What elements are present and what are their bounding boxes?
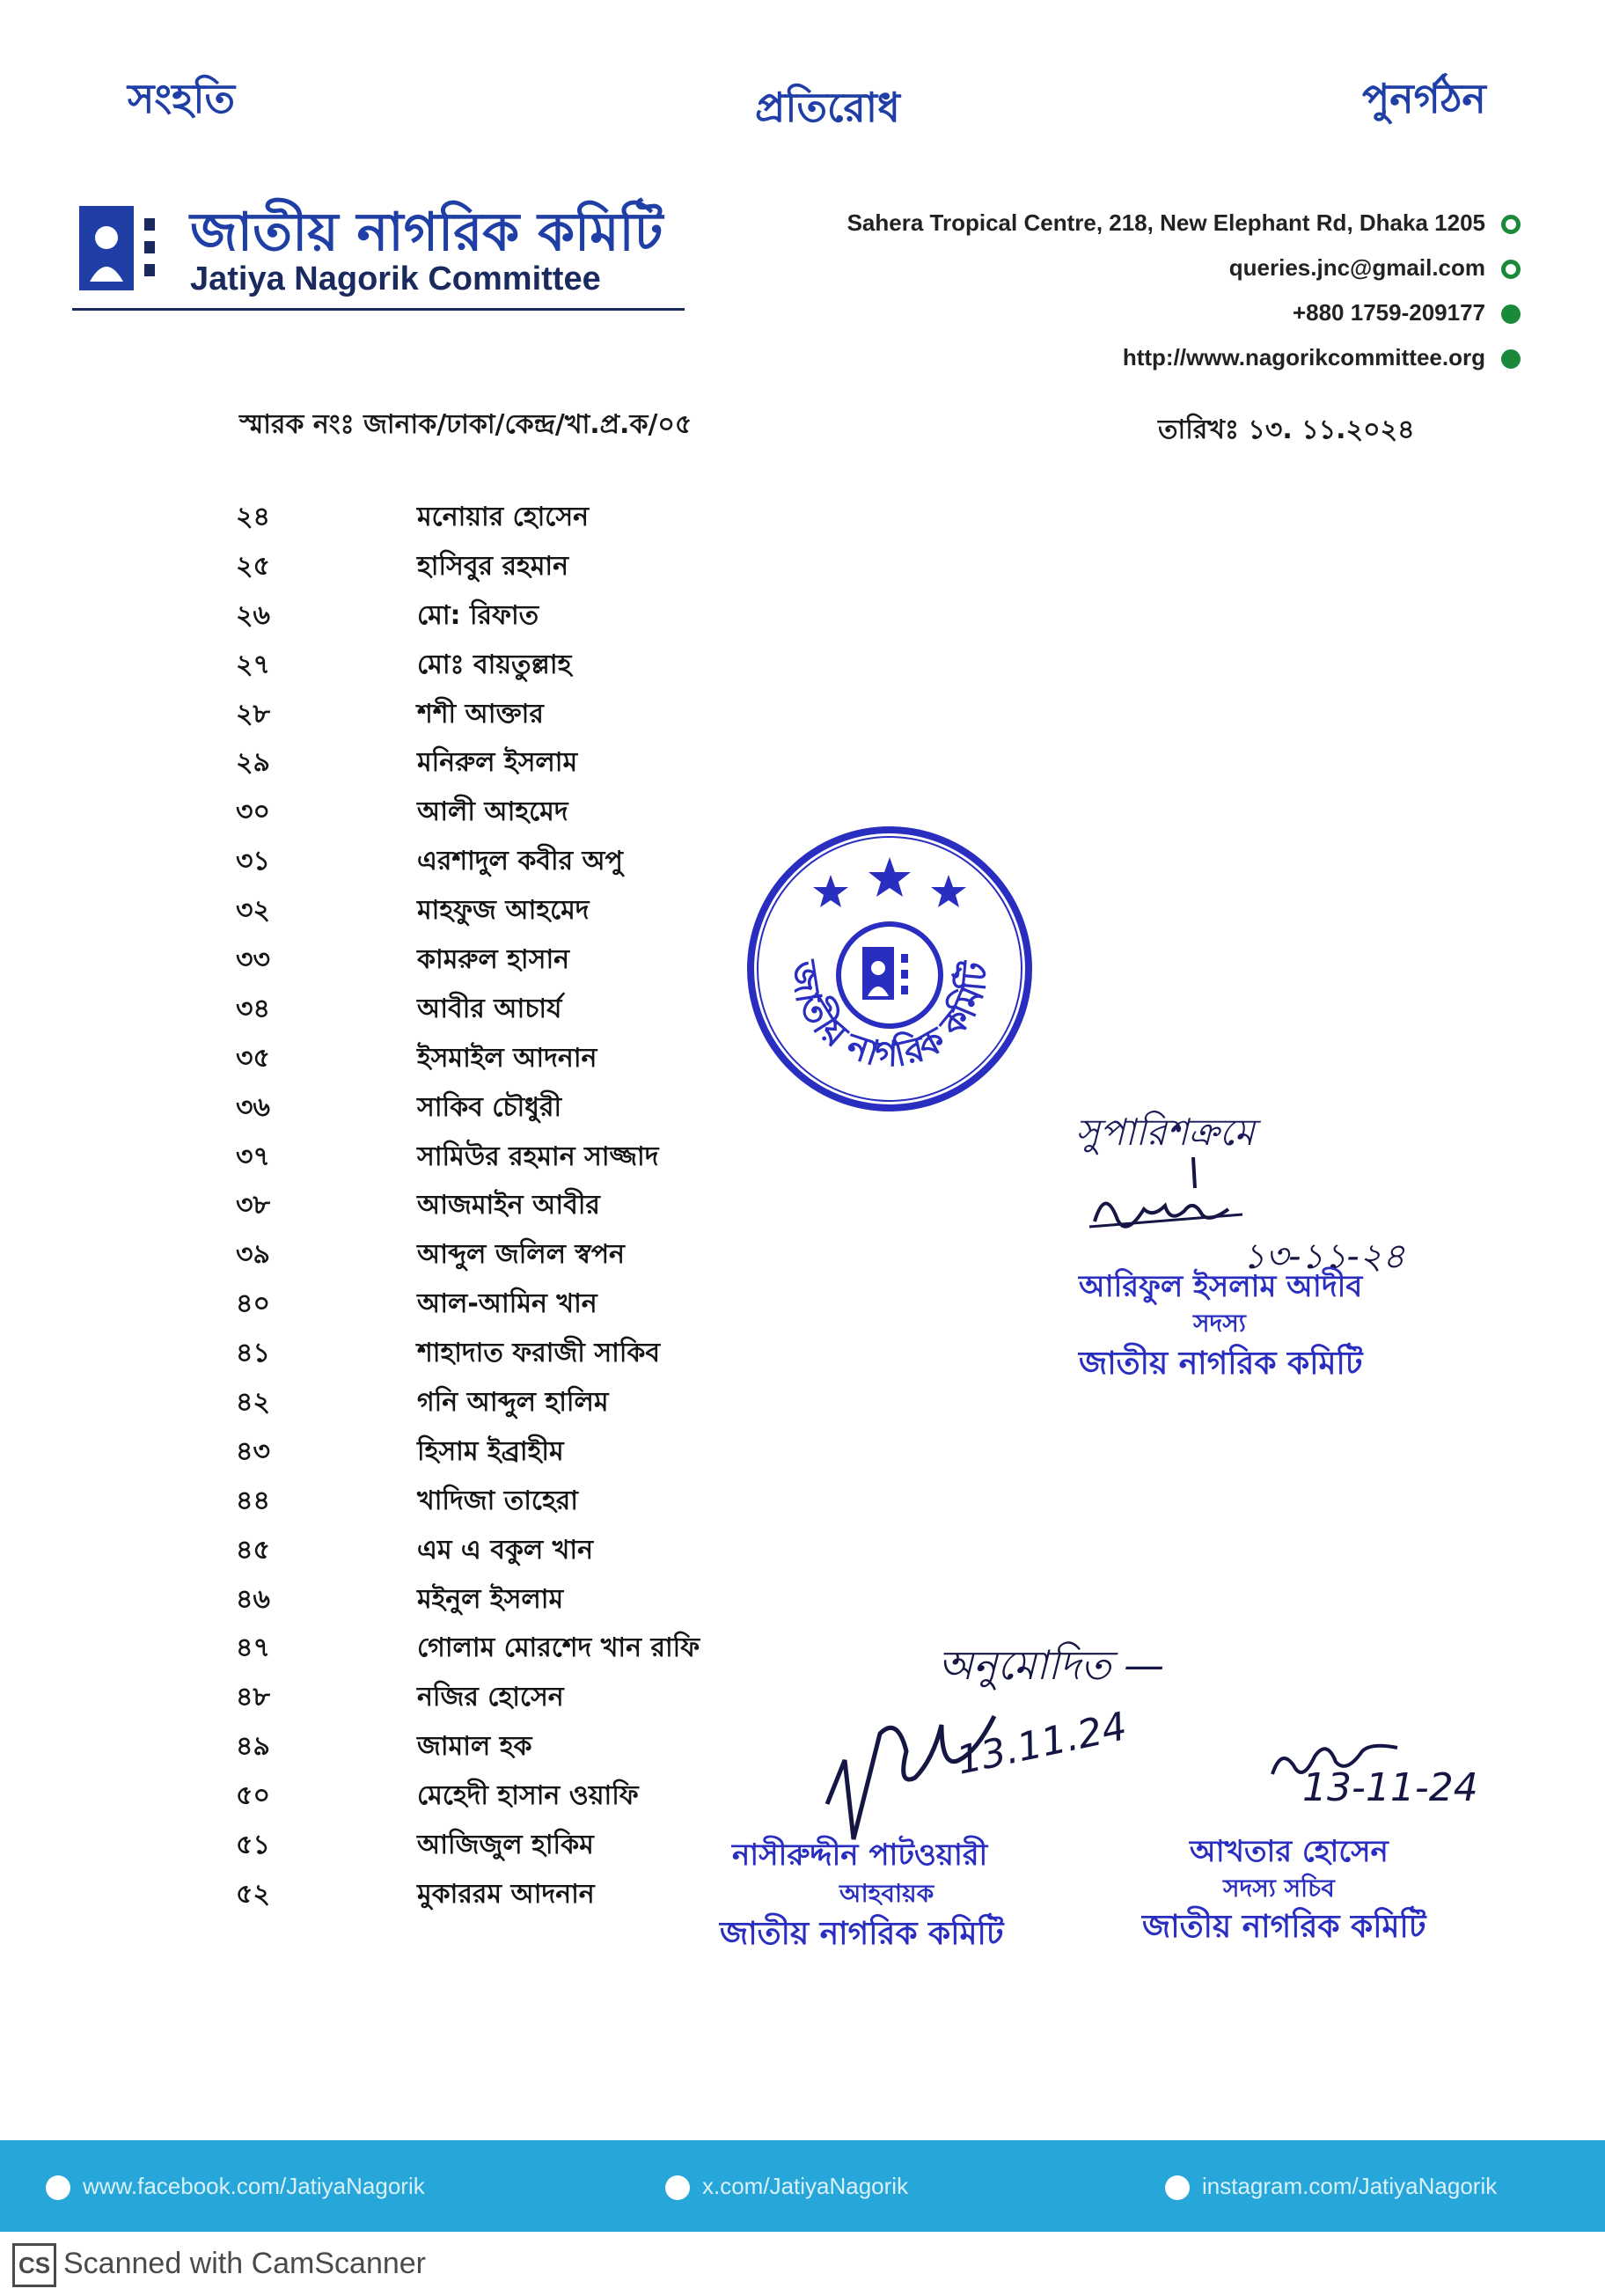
- camscanner-logo-icon: CS: [12, 2243, 56, 2287]
- member-number: ৫০: [236, 1780, 270, 1812]
- member-name: নজির হোসেন: [417, 1682, 564, 1713]
- member-name: এম এ বকুল খান: [417, 1534, 593, 1566]
- member-name: খাদিজা তাহেরা: [417, 1485, 578, 1516]
- member-number: ৪৭: [236, 1632, 270, 1664]
- slogan-rebuilding: পুনর্গঠন: [1362, 75, 1486, 122]
- convener-org: জাতীয় নাগরিক কমিটি: [720, 1916, 1004, 1952]
- footer-instagram-link[interactable]: instagram.com/JatiyaNagorik: [1165, 2140, 1497, 2232]
- contact-email[interactable]: queries.jnc@gmail.com: [847, 246, 1521, 290]
- member-name: কামরুল হাসান: [417, 944, 570, 976]
- footer-facebook-link[interactable]: www.facebook.com/JatiyaNagorik: [46, 2140, 425, 2232]
- recommendation-note: সুপারিশক্রমে: [1075, 1111, 1255, 1154]
- approval-note: অনুমোদিত —: [938, 1641, 1165, 1689]
- member-number: ৩০: [236, 796, 271, 828]
- member-name: মনোয়ার হোসেন: [417, 502, 590, 532]
- member-number: ৫২: [236, 1878, 270, 1910]
- member-name: মইনুল ইসলাম: [417, 1583, 564, 1615]
- member-name: গনি আব্দুল হালিম: [417, 1387, 609, 1419]
- convener-role: আহবায়ক: [839, 1879, 934, 1908]
- logo-divider: [72, 308, 685, 311]
- member-name: সাকিব চৌধুরী: [417, 1091, 562, 1123]
- slogan-resistance: প্রতিরোধ: [755, 84, 900, 131]
- contact-phone: +880 1759-209177: [847, 290, 1521, 335]
- document-date: তারিখঃ ১৩. ১১.২০২৪: [1158, 414, 1415, 445]
- member-number: ৩৩: [236, 944, 271, 976]
- phone-icon: [1501, 304, 1521, 324]
- x-icon: [665, 2175, 690, 2200]
- member-number: ৪১: [236, 1338, 270, 1369]
- member-number: ২৮: [236, 698, 270, 730]
- member-number: ৪৬: [236, 1583, 270, 1615]
- member-name: শাহাদাত ফরাজী সাকিব: [417, 1338, 661, 1369]
- seal-text: জাতীয় নাগরিক কমিটি: [781, 958, 997, 1075]
- member-name: জামাল হক: [417, 1731, 532, 1763]
- member-name: সামিউর রহমান সাজ্জাদ: [417, 1141, 659, 1172]
- member-name: আবীর আচার্য: [417, 993, 562, 1024]
- member-number: ৩৪: [236, 993, 270, 1024]
- member-name: মাহফুজ আহমেদ: [417, 895, 590, 927]
- contact-info: [847, 201, 1521, 380]
- member-name: আজিজুল হাকিম: [417, 1830, 594, 1861]
- member-number: ২৯: [236, 747, 270, 779]
- logo-name-bengali: জাতীয় নাগরিক কমিটি: [190, 202, 663, 263]
- scanner-watermark: [12, 2241, 426, 2286]
- member-number: ৪৮: [236, 1682, 270, 1713]
- member-number: ৩৮: [236, 1190, 270, 1221]
- member-name: আজমাইন আবীর: [417, 1190, 600, 1221]
- facebook-icon: [46, 2175, 70, 2200]
- member-name: শশী আক্তার: [417, 698, 544, 730]
- member-number: ৩৯: [236, 1239, 270, 1271]
- member-number: ৪২: [236, 1387, 270, 1419]
- recommender-name: আরিফুল ইসলাম আদীব: [1079, 1269, 1363, 1304]
- member-name: হাসিবুর রহমান: [417, 550, 569, 582]
- secretary-name: আখতার হোসেন: [1190, 1834, 1389, 1869]
- recommender-org: জাতীয় নাগরিক কমিটি: [1079, 1346, 1363, 1382]
- logo-name-english: Jatiya Nagorik Committee: [190, 260, 601, 297]
- secretary-date: 13-11-24: [1302, 1765, 1478, 1810]
- member-number: ৪৯: [236, 1731, 270, 1763]
- organization-seal-icon: [744, 824, 1035, 1114]
- convener-name: নাসীরুদ্দীন পাটওয়ারী: [732, 1838, 988, 1873]
- member-number: ৫১: [236, 1830, 270, 1861]
- member-number: ৩১: [236, 846, 270, 877]
- member-number: ৪৪: [236, 1485, 270, 1516]
- member-number: ২৬: [236, 599, 271, 631]
- member-name: আল-আমিন খান: [417, 1288, 597, 1320]
- location-icon: [1501, 215, 1521, 234]
- organization-logo: [77, 192, 685, 315]
- member-name: মেহেদী হাসান ওয়াফি: [417, 1780, 639, 1812]
- footer-bar: [0, 2140, 1605, 2232]
- member-number: ৪৩: [236, 1435, 270, 1467]
- member-name: গোলাম মোরশেদ খান রাফি: [417, 1632, 700, 1664]
- member-number: ৩৭: [236, 1141, 271, 1172]
- member-name: মোঃ বায়তুল্লাহ: [417, 649, 572, 680]
- member-number: ৩৬: [236, 1091, 271, 1123]
- recommendation-date: ১৩-১১-২৪: [1242, 1236, 1405, 1277]
- member-number: ৪৫: [236, 1534, 270, 1566]
- contact-address: Sahera Tropical Centre, 218, New Elephant Rd, Dhaka 1205: [847, 201, 1521, 246]
- member-name: মুকাররম আদনান: [417, 1878, 595, 1910]
- member-name: মনিরুল ইসলাম: [417, 747, 578, 779]
- email-icon: [1501, 260, 1521, 279]
- globe-icon: [1501, 349, 1521, 369]
- member-name: মো: রিফাত: [417, 599, 539, 631]
- member-number: ৩৫: [236, 1042, 270, 1074]
- member-number: ২৫: [236, 550, 270, 582]
- member-number: ৪০: [236, 1288, 270, 1320]
- convener-date: 13.11.24: [952, 1704, 1132, 1784]
- member-name: ইসমাইল আদনান: [417, 1042, 597, 1074]
- footer-x-link[interactable]: x.com/JatiyaNagorik: [665, 2140, 908, 2232]
- member-name: আব্দুল জলিল স্বপন: [417, 1239, 625, 1271]
- slogan-unity: সংহতি: [128, 75, 236, 122]
- secretary-role: সদস্য সচিব: [1223, 1874, 1335, 1903]
- member-name: হিসাম ইব্রাহীম: [417, 1435, 564, 1467]
- member-name: আলী আহমেদ: [417, 796, 568, 828]
- contact-website[interactable]: http://www.nagorikcommittee.org: [847, 335, 1521, 380]
- scanner-text: Scanned with CamScanner: [63, 2247, 427, 2280]
- member-number: ২৪: [236, 502, 270, 532]
- member-number: ৩২: [236, 895, 271, 927]
- member-name: এরশাদুল কবীর অপু: [417, 846, 623, 877]
- member-number: ২৭: [236, 649, 271, 680]
- recommender-role: সদস্য: [1193, 1309, 1246, 1338]
- secretary-org: জাতীয় নাগরিক কমিটি: [1142, 1909, 1426, 1945]
- instagram-icon: [1165, 2175, 1190, 2200]
- signature-recommender-icon: [1088, 1153, 1246, 1258]
- logo-mark-icon: [77, 201, 176, 296]
- memo-number: স্মারক নংঃ জানাক/ঢাকা/কেন্দ্র/খা.প্র.ক/০৫: [239, 409, 693, 440]
